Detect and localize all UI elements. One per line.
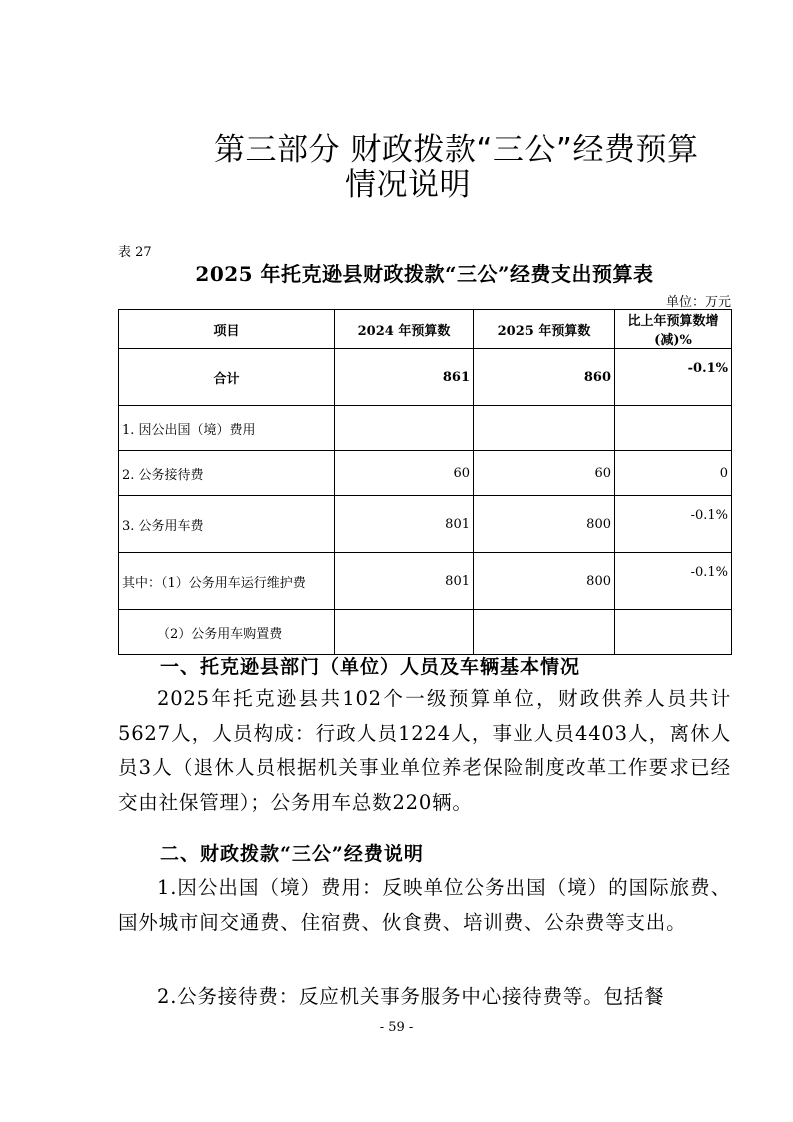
cell-2025: 800: [474, 496, 615, 553]
cell-2024: [335, 406, 474, 451]
row-label: 2. 公务接待费: [119, 451, 335, 496]
cell-change: [615, 610, 732, 655]
cell-change: 0: [615, 451, 732, 496]
header-change-percent: 比上年预算数增(减)%: [615, 310, 732, 349]
header-2025-budget: 2025 年预算数: [474, 310, 615, 349]
header-item: 项目: [119, 310, 335, 349]
section-heading-line2: 情况说明: [345, 167, 471, 203]
row-label: 其中：（1）公务用车运行维护费: [119, 553, 335, 610]
section-title-staff-vehicles: 一、托克逊县部门（单位）人员及车辆基本情况: [160, 656, 581, 678]
cell-2024: 60: [335, 451, 474, 496]
cell-change: [615, 406, 732, 451]
row-label: （2）公务用车购置费: [119, 610, 335, 655]
cell-2025: 860: [474, 349, 615, 406]
table-row-total: [119, 349, 732, 406]
table-row-vehicle-purchase: [119, 610, 732, 655]
header-2024-budget: 2024 年预算数: [335, 310, 474, 349]
cell-2025: [474, 610, 615, 655]
row-label: 合计: [119, 349, 335, 406]
cell-change: -0.1%: [615, 553, 732, 610]
cell-2025: 60: [474, 451, 615, 496]
section-heading-line1: 第三部分 财政拨款“三公”经费预算: [214, 132, 699, 168]
table-header-row: [119, 310, 732, 349]
table-number: 表 27: [118, 245, 152, 260]
paragraph-outbound-travel: 1.因公出国（境）费用：反映单位公务出国（境）的国际旅费、国外城市间交通费、住宿费、伙食费、培训费、公杂费等支出。: [118, 876, 731, 934]
cell-2024: 801: [335, 553, 474, 610]
row-label: 3. 公务用车费: [119, 496, 335, 553]
cell-2025: [474, 406, 615, 451]
table-row-reception: [119, 451, 732, 496]
cell-2024: 801: [335, 496, 474, 553]
table-row-vehicles: [119, 496, 732, 553]
budget-table: [118, 309, 732, 655]
row-label: 1. 因公出国（境）费用: [119, 406, 335, 451]
cell-change: -0.1%: [615, 496, 732, 553]
table-title: 2025 年托克逊县财政拨款“三公”经费支出预算表: [195, 262, 654, 286]
page-number: - 59 -: [379, 1020, 414, 1035]
table-row-vehicle-maintenance: [119, 553, 732, 610]
paragraph-staff-vehicles: 2025年托克逊县共102个一级预算单位，财政供养人员共计5627人，人员构成：行政人员1224人，事业人员4403人，离休人员3人（退休人员根据机关事业单位养老保险制度改革工作要求已经交由社保管理）；公务用车总数220辆。: [118, 687, 731, 814]
section-title-three-public: 二、财政拨款“三公”经费说明: [160, 843, 424, 865]
cell-change: -0.1%: [615, 349, 732, 406]
paragraph-reception: 2.公务接待费：反应机关事务服务中心接待费等。包括餐: [157, 985, 665, 1008]
cell-2024: [335, 610, 474, 655]
table-row-outbound-travel: [119, 406, 732, 451]
unit-label: 单位：万元: [665, 295, 731, 310]
cell-2025: 800: [474, 553, 615, 610]
cell-2024: 861: [335, 349, 474, 406]
